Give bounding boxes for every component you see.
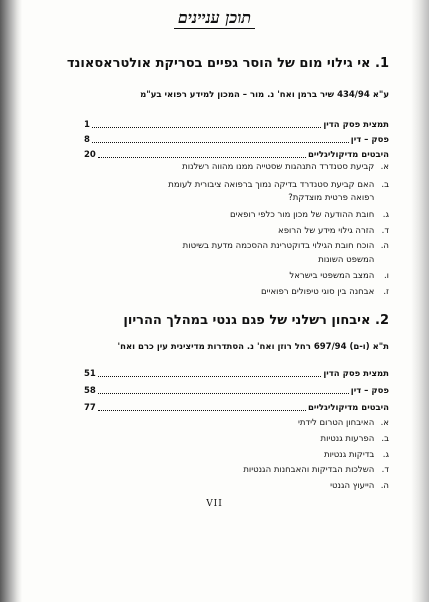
list-item: המשפט השונות xyxy=(318,255,375,265)
list-item: רפואה פרטית מוצדקת? xyxy=(288,193,375,203)
toc-leader xyxy=(92,142,349,143)
page-edge-shadow-right xyxy=(411,0,429,602)
toc-label: היבטים מדיקוליגליים xyxy=(307,403,389,413)
toc-label: פסק – דין xyxy=(350,135,389,145)
toc-label: פסק – דין xyxy=(350,386,389,396)
page-number-footer: VII xyxy=(206,499,223,509)
list-item: ה. הייעוץ הגנטי xyxy=(330,481,389,491)
list-item: ב. הפרעות גנטיות xyxy=(320,434,389,444)
list-item: ו. המצב המשפטי בישראל xyxy=(289,271,389,281)
toc-row[interactable] xyxy=(84,385,389,396)
list-item: ז. אבחנה בין סוגי טיפולים רפואיים xyxy=(261,287,389,297)
toc-leader xyxy=(98,410,306,411)
page-edge-shadow-left xyxy=(0,0,22,602)
toc-row[interactable] xyxy=(84,368,389,379)
toc-label: היבטים מדיקוליגליים xyxy=(307,150,389,160)
toc-leader xyxy=(92,127,321,128)
list-item: א. האיבחון הטרום לידתי xyxy=(297,418,389,428)
list-item: ד. הזרה גילוי מידע של הרופא xyxy=(278,226,389,236)
list-item: ג. בדיקות גנטיות xyxy=(323,450,389,460)
toc-label: תמצית פסק הדין xyxy=(323,369,389,379)
toc-page-number: 8 xyxy=(84,135,90,145)
list-item: ב. האם קביעת סטנדרד בדיקה נמוך ברפואה ציבורית לעומת xyxy=(168,180,389,190)
toc-page-number: 58 xyxy=(84,386,96,396)
toc-label: תמצית פסק הדין xyxy=(323,120,389,130)
page-title: תוכן עניינים xyxy=(0,8,429,28)
toc-leader xyxy=(98,376,322,377)
toc-page-number: 20 xyxy=(84,150,96,160)
toc-page-number: 77 xyxy=(84,403,96,413)
toc-leader xyxy=(98,157,306,158)
toc-page-number: 1 xyxy=(84,120,90,130)
section-1-heading: 1. אי גילוי מום של הוסר גפיים בסריקת אולטראסאונד xyxy=(66,56,389,71)
section-2-case-line: ת"א (ו-ם) 697/94 רחל רוזן ואח' נ. הסתדרות מדיצינית עין כרם ואח' xyxy=(117,342,389,352)
list-item: ג. חובת ההודעה של מכון מור כלפי רופאים xyxy=(229,210,389,220)
list-item: ה. הוכח חובת הגילוי בדוקטרינת ההסכמה מדעת בשיטות xyxy=(182,241,389,251)
section-1-case-line: ע"א 434/94 שיר ברמן ואח' נ. מור – המכון למידע רפואי בע"מ xyxy=(140,90,389,100)
list-item: ד. השלכות הבדיקות והאבחנות הגנטיות xyxy=(243,465,389,475)
list-item: א. קביעת סטנדרד התנהגות שסטייה ממנו מהווה רשלנות xyxy=(182,162,389,172)
toc-row[interactable] xyxy=(84,149,389,160)
toc-row[interactable] xyxy=(84,402,389,413)
section-2-heading: 2. איבחון רשלני של פגם גנטי במהלך ההריון xyxy=(123,313,389,328)
toc-page-number: 51 xyxy=(84,369,96,379)
toc-row[interactable] xyxy=(84,119,389,130)
toc-row[interactable] xyxy=(84,134,389,145)
toc-leader xyxy=(98,393,349,394)
